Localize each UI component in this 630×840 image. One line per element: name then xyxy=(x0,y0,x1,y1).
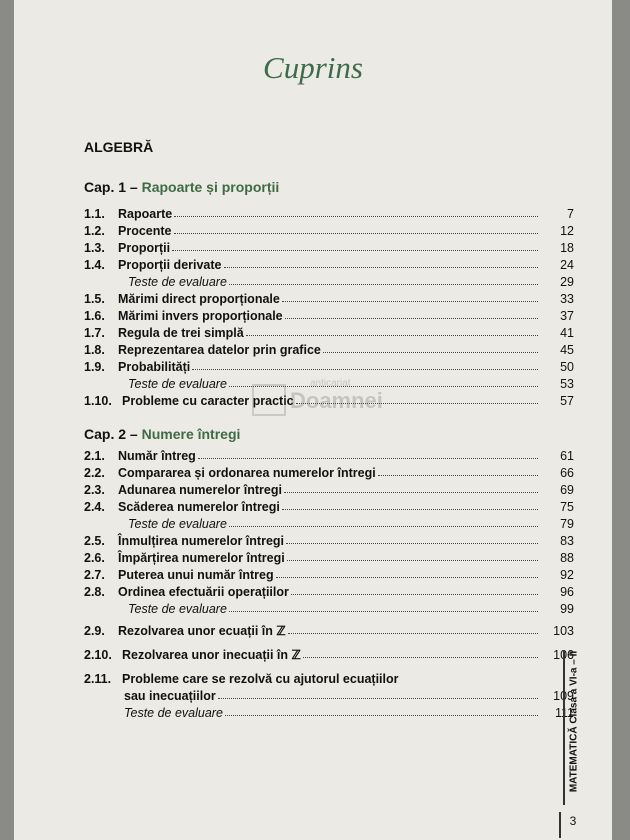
toc-leader-dots xyxy=(229,611,538,612)
toc-entry xyxy=(84,599,574,616)
toc-entry-number: 1.3. xyxy=(84,241,105,255)
toc-entry-page: 61 xyxy=(560,449,574,463)
toc-entry-label: Înmulțirea numerelor întregi xyxy=(118,534,285,548)
toc-entry xyxy=(84,645,574,662)
toc-leader-dots xyxy=(225,715,538,716)
toc-entry xyxy=(84,340,574,357)
toc-entry-page: 109 xyxy=(553,689,574,703)
toc-entry-page: 24 xyxy=(560,258,574,272)
toc-entry-number: 2.6. xyxy=(84,551,105,565)
toc-entry xyxy=(84,686,574,703)
toc-entry-page: 53 xyxy=(560,377,574,391)
toc-entry-label: Reprezentarea datelor prin grafice xyxy=(118,343,321,357)
toc-entry-number: 2.11. xyxy=(84,672,112,686)
toc-entry-number: 1.8. xyxy=(84,343,105,357)
book-page xyxy=(14,0,612,840)
toc-leader-dots xyxy=(174,216,538,217)
toc-entry-number: 2.2. xyxy=(84,466,105,480)
toc-entry-label: Probleme cu caracter practic xyxy=(122,394,294,408)
toc-leader-dots xyxy=(246,335,538,336)
toc-leader-dots xyxy=(282,509,538,510)
toc-entry xyxy=(84,221,574,238)
chapter-2-heading xyxy=(84,426,240,442)
toc-entry-label: Puterea unui număr întreg xyxy=(118,568,274,582)
toc-entry-label: Proporții derivate xyxy=(118,258,222,272)
toc-leader-dots xyxy=(224,267,539,268)
toc-entry-label: Împărțirea numerelor întregi xyxy=(118,551,285,565)
page-number: 3 xyxy=(559,812,585,838)
toc-entry-number: 2.1. xyxy=(84,449,105,463)
chapter-1-label: Cap. 1 – xyxy=(84,179,142,195)
toc-entry-label: Scăderea numerelor întregi xyxy=(118,500,280,514)
toc-leader-dots xyxy=(172,250,538,251)
watermark-line2: Doamnei xyxy=(290,388,383,413)
chapter-1-heading xyxy=(84,179,279,195)
toc-entry xyxy=(84,531,574,548)
toc-leader-dots xyxy=(291,594,538,595)
toc-entry xyxy=(84,480,574,497)
toc-entry-page: 33 xyxy=(560,292,574,306)
toc-entry-label: Adunarea numerelor întregi xyxy=(118,483,282,497)
toc-entry-label: Proporții xyxy=(118,241,171,255)
toc-entry-label: Rapoarte xyxy=(118,207,173,221)
toc-entry-label: Probabilități xyxy=(118,360,191,374)
toc-leader-dots xyxy=(282,301,538,302)
toc-leader-dots xyxy=(303,657,538,658)
toc-leader-dots xyxy=(287,560,538,561)
toc-entry-page: 83 xyxy=(560,534,574,548)
toc-entry-page: 66 xyxy=(560,466,574,480)
toc-entry-label: Teste de evaluare xyxy=(128,377,227,391)
toc-entry xyxy=(84,204,574,221)
toc-entry-page: 96 xyxy=(560,585,574,599)
toc-entry xyxy=(84,548,574,565)
toc-entry-number: 2.9. xyxy=(84,624,105,638)
side-tab xyxy=(563,650,587,805)
toc-entry-label: Rezolvarea unor inecuații în ℤ xyxy=(122,648,301,662)
toc-entry-number: 1.5. xyxy=(84,292,105,306)
toc-entry xyxy=(84,621,574,638)
toc-entry xyxy=(84,323,574,340)
toc-entry-label: Număr întreg xyxy=(118,449,196,463)
side-tab-label: MATEMATICĂ Clasa a VI-a – II xyxy=(568,650,580,793)
toc-entry xyxy=(84,255,574,272)
toc-entry-label: Teste de evaluare xyxy=(128,602,227,616)
toc-entry-page: 29 xyxy=(560,275,574,289)
toc-entry xyxy=(84,669,574,686)
toc-leader-dots xyxy=(174,233,539,234)
toc-entry xyxy=(84,703,574,720)
toc-entry-label: Mărimi invers proporționale xyxy=(118,309,283,323)
toc-entry-number: 2.3. xyxy=(84,483,105,497)
toc-entry-number: 1.10. xyxy=(84,394,112,408)
toc-entry-page: 18 xyxy=(560,241,574,255)
toc-leader-dots xyxy=(192,369,538,370)
toc-leader-dots xyxy=(229,284,538,285)
toc-entry-page: 106 xyxy=(553,648,574,662)
toc-entry xyxy=(84,446,574,463)
toc-leader-dots xyxy=(285,318,538,319)
toc-entry-number: 1.6. xyxy=(84,309,105,323)
chapter-2-title: Numere întregi xyxy=(141,426,241,442)
toc-leader-dots xyxy=(229,526,538,527)
toc-entry-page: 75 xyxy=(560,500,574,514)
toc-entry-page: 7 xyxy=(567,207,574,221)
toc-entry xyxy=(84,238,574,255)
toc-entry-label: Teste de evaluare xyxy=(128,517,227,531)
toc-entry-label: Mărimi direct proporționale xyxy=(118,292,280,306)
toc-leader-dots xyxy=(284,492,538,493)
toc-entry-number: 1.2. xyxy=(84,224,105,238)
toc-entry-page: 79 xyxy=(560,517,574,531)
toc-entry-label: Teste de evaluare xyxy=(128,275,227,289)
toc-leader-dots xyxy=(286,543,538,544)
toc-entry-label: Ordinea efectuării operațiilor xyxy=(118,585,289,599)
toc-entry xyxy=(84,514,574,531)
toc-entry-page: 92 xyxy=(560,568,574,582)
toc-entry-number: 1.4. xyxy=(84,258,105,272)
toc-entry-number: 2.8. xyxy=(84,585,105,599)
toc-leader-dots xyxy=(323,352,538,353)
chapter-2-label: Cap. 2 – xyxy=(84,426,142,442)
toc-entry xyxy=(84,306,574,323)
toc-leader-dots xyxy=(378,475,538,476)
toc-entry-label: Rezolvarea unor ecuații în ℤ xyxy=(118,624,286,638)
toc-entry-page: 37 xyxy=(560,309,574,323)
toc-entry-label: Compararea și ordonarea numerelor întregi xyxy=(118,466,376,480)
toc-entry xyxy=(84,582,574,599)
toc-entry xyxy=(84,357,574,374)
toc-entry-number: 1.7. xyxy=(84,326,105,340)
toc-entry-page: 50 xyxy=(560,360,574,374)
toc-leader-dots xyxy=(218,698,538,699)
toc-entry-number: 2.5. xyxy=(84,534,105,548)
watermark-line1: anticariat xyxy=(310,378,351,389)
watermark-logo xyxy=(250,378,410,418)
toc-entry-label: Regula de trei simplă xyxy=(118,326,244,340)
toc-entry-page: 41 xyxy=(560,326,574,340)
toc-entry-number: 1.9. xyxy=(84,360,105,374)
toc-entry-page: 99 xyxy=(560,602,574,616)
toc-entry-number: 2.10. xyxy=(84,648,112,662)
toc-entry-label: sau inecuațiilor xyxy=(124,689,216,703)
toc-entry-page: 103 xyxy=(553,624,574,638)
toc-entry-page: 57 xyxy=(560,394,574,408)
chapter-1-title: Rapoarte și proporții xyxy=(141,179,280,195)
toc-entry xyxy=(84,289,574,306)
toc-entry-page: 111 xyxy=(554,706,574,720)
toc-entry-page: 12 xyxy=(560,224,574,238)
toc-entry-page: 69 xyxy=(560,483,574,497)
toc-entry xyxy=(84,463,574,480)
toc-entry-label: Teste de evaluare xyxy=(124,706,223,720)
toc-entry xyxy=(84,272,574,289)
section-heading: ALGEBRĂ xyxy=(84,139,154,155)
toc-entry-number: 2.4. xyxy=(84,500,105,514)
toc-entry-page: 45 xyxy=(560,343,574,357)
toc-leader-dots xyxy=(288,633,538,634)
toc-entry-page: 88 xyxy=(560,551,574,565)
toc-entry xyxy=(84,497,574,514)
toc-leader-dots xyxy=(198,458,538,459)
page-title: Cuprins xyxy=(263,50,363,85)
toc-entry xyxy=(84,565,574,582)
toc-leader-dots xyxy=(276,577,538,578)
toc-entry-number: 2.7. xyxy=(84,568,105,582)
toc-entry-number: 1.1. xyxy=(84,207,105,221)
toc-entry-label: Probleme care se rezolvă cu ajutorul ecuațiilor xyxy=(122,672,399,686)
toc-entry-label: Procente xyxy=(118,224,172,238)
